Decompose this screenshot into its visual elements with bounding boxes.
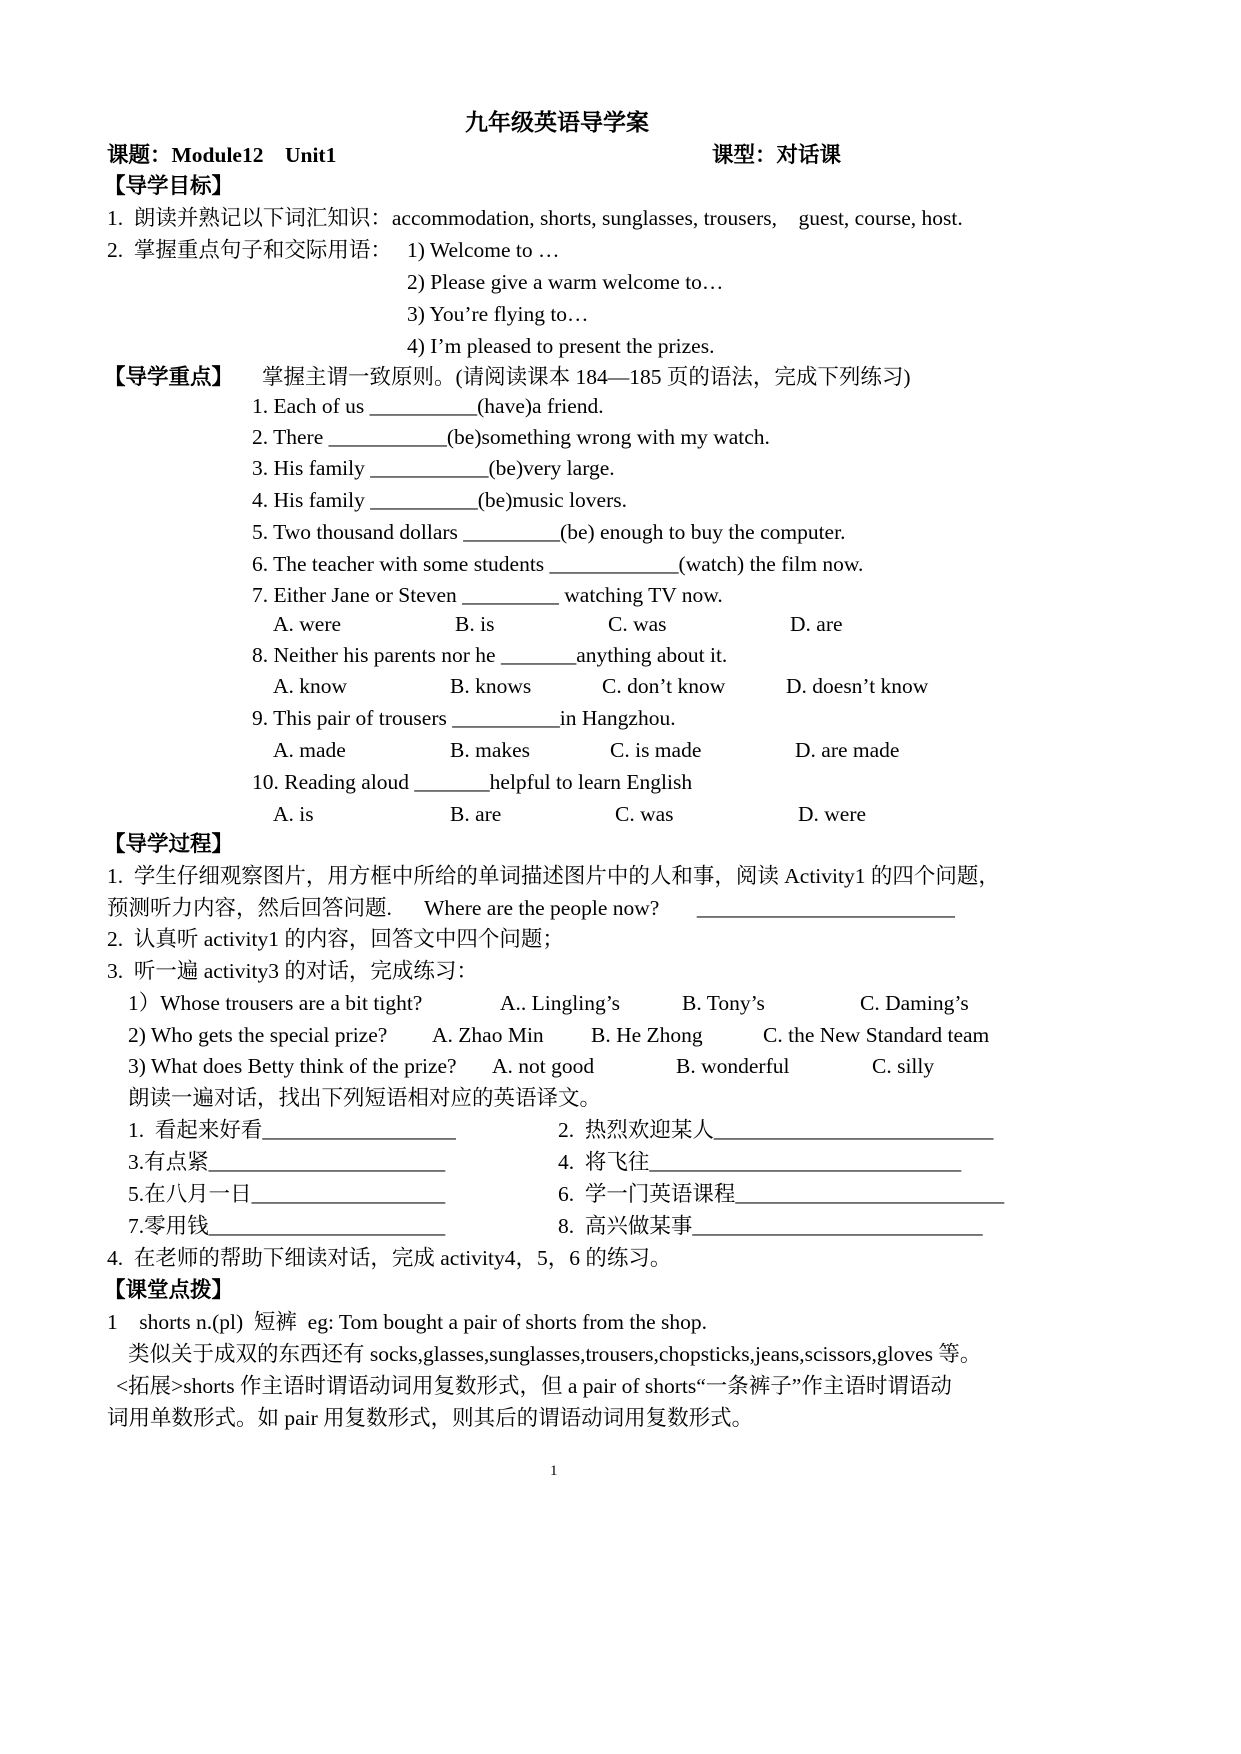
key-phrase-4: 4) I’m pleased to present the prizes. bbox=[407, 334, 715, 358]
page-title: 九年级英语导学案 bbox=[465, 110, 649, 135]
exercise-5: 5. Two thousand dollars _________(be) enough to buy the computer. bbox=[252, 520, 846, 544]
phrase-3: 3.有点紧______________________ bbox=[128, 1150, 446, 1174]
listening-q2-option-a: A. Zhao Min bbox=[432, 1023, 544, 1047]
tips-heading: 【课堂点拨】 bbox=[104, 1278, 234, 1302]
focus-intro: 掌握主谓一致原则。(请阅读课本 184—185 页的语法，完成下列练习) bbox=[262, 365, 911, 389]
listening-q3-option-b: B. wonderful bbox=[676, 1054, 790, 1078]
phrase-5: 5.在八月一日__________________ bbox=[128, 1182, 446, 1206]
topic-label: 课题：Module12 Unit1 bbox=[107, 143, 337, 167]
exercise-7-option-d: D. are bbox=[790, 612, 843, 636]
key-phrase-2: 2) Please give a warm welcome to… bbox=[407, 270, 724, 294]
listening-q1-option-a: A.. Lingling’s bbox=[500, 991, 621, 1015]
focus-heading: 【导学重点】 bbox=[104, 365, 234, 389]
exercise-10-option-d: D. were bbox=[798, 802, 867, 826]
exercise-9-option-a: A. made bbox=[273, 738, 346, 762]
exercise-10-option-b: B. are bbox=[450, 802, 502, 826]
listening-q1-option-c: C. Daming’s bbox=[860, 991, 969, 1015]
exercise-8-option-d: D. doesn’t know bbox=[786, 674, 929, 698]
exercise-6: 6. The teacher with some students ____________(watch) the film now. bbox=[252, 552, 864, 576]
tip-4: 词用单数形式。如 pair 用复数形式，则其后的谓语动词用复数形式。 bbox=[107, 1406, 754, 1430]
exercise-4: 4. His family __________(be)music lovers. bbox=[252, 488, 628, 512]
objectives-item-1: 1. 朗读并熟记以下词汇知识：accommodation, shorts, sunglasses, trousers, guest, course, host. bbox=[107, 206, 963, 230]
listening-q1: 1）Whose trousers are a bit tight? bbox=[128, 991, 423, 1015]
exercise-7-option-c: C. was bbox=[608, 612, 667, 636]
phrase-4: 4. 将飞往_____________________________ bbox=[558, 1150, 962, 1174]
exercise-7-option-a: A. were bbox=[273, 612, 342, 636]
phrase-1: 1. 看起来好看__________________ bbox=[128, 1118, 456, 1142]
tip-2: 类似关于成双的东西还有 socks,glasses,sunglasses,trousers,chopsticks,jeans,scissors,gloves 等。 bbox=[128, 1342, 982, 1366]
exercise-10: 10. Reading aloud _______helpful to learn English bbox=[252, 770, 693, 794]
exercise-8-option-c: C. don’t know bbox=[602, 674, 726, 698]
listening-q3-option-a: A. not good bbox=[492, 1054, 595, 1078]
tip-1: 1 shorts n.(pl) 短裤 eg: Tom bought a pair of shorts from the shop. bbox=[107, 1310, 708, 1334]
listening-q3-option-c: C. silly bbox=[872, 1054, 935, 1078]
lesson-type-label: 课型：对话课 bbox=[712, 143, 842, 167]
listening-q2-option-b: B. He Zhong bbox=[591, 1023, 703, 1047]
exercise-3: 3. His family ___________(be)very large. bbox=[252, 456, 615, 480]
exercise-9: 9. This pair of trousers __________in Hangzhou. bbox=[252, 706, 676, 730]
phrase-6: 6. 学一门英语课程_________________________ bbox=[558, 1182, 1005, 1206]
exercise-8-option-b: B. knows bbox=[450, 674, 532, 698]
exercise-9-option-c: C. is made bbox=[610, 738, 702, 762]
page-number: 1 bbox=[550, 1463, 558, 1479]
process-step-4: 4. 在老师的帮助下细读对话，完成 activity4，5，6 的练习。 bbox=[107, 1246, 672, 1270]
exercise-7-option-b: B. is bbox=[455, 612, 495, 636]
objectives-heading: 【导学目标】 bbox=[104, 174, 234, 198]
key-phrase-3: 3) You’re flying to… bbox=[407, 302, 589, 326]
process-step-1a: 1. 学生仔细观察图片，用方框中所给的单词描述图片中的人和事，阅读 Activity1 的四个问题， bbox=[107, 864, 1000, 888]
tip-3: <拓展>shorts 作主语时谓语动词用复数形式，但 a pair of shorts“一条裤子”作主语时谓语动 bbox=[116, 1374, 952, 1398]
exercise-9-option-b: B. makes bbox=[450, 738, 531, 762]
process-heading: 【导学过程】 bbox=[104, 832, 234, 856]
phrase-2: 2. 热烈欢迎某人__________________________ bbox=[558, 1118, 994, 1142]
listening-q2-option-c: C. the New Standard team bbox=[763, 1023, 990, 1047]
phrase-7: 7.零用钱______________________ bbox=[128, 1214, 446, 1238]
listening-q3: 3) What does Betty think of the prize? bbox=[128, 1054, 457, 1078]
exercise-10-option-a: A. is bbox=[273, 802, 314, 826]
listening-q1-option-b: B. Tony’s bbox=[682, 991, 765, 1015]
process-step-3: 3. 听一遍 activity3 的对话，完成练习： bbox=[107, 959, 478, 983]
objectives-item-2: 2. 掌握重点句子和交际用语： bbox=[107, 238, 392, 262]
exercise-9-option-d: D. are made bbox=[795, 738, 900, 762]
exercise-2: 2. There ___________(be)something wrong with my watch. bbox=[252, 425, 770, 449]
exercise-8: 8. Neither his parents nor he _______anything about it. bbox=[252, 643, 728, 667]
phrase-8: 8. 高兴做某事___________________________ bbox=[558, 1214, 983, 1238]
read-instruction: 朗读一遍对话，找出下列短语相对应的英语译文。 bbox=[128, 1086, 602, 1110]
process-step-2: 2. 认真听 activity1 的内容，回答文中四个问题； bbox=[107, 927, 564, 951]
exercise-1: 1. Each of us __________(have)a friend. bbox=[252, 394, 604, 418]
listening-q2: 2) Who gets the special prize? bbox=[128, 1023, 388, 1047]
exercise-10-option-c: C. was bbox=[615, 802, 674, 826]
key-phrase-1: 1) Welcome to … bbox=[407, 238, 560, 262]
exercise-8-option-a: A. know bbox=[273, 674, 348, 698]
process-step-1b: 预测听力内容，然后回答问题. Where are the people now? ________________________ bbox=[107, 896, 955, 920]
exercise-7: 7. Either Jane or Steven _________ watching TV now. bbox=[252, 583, 723, 607]
